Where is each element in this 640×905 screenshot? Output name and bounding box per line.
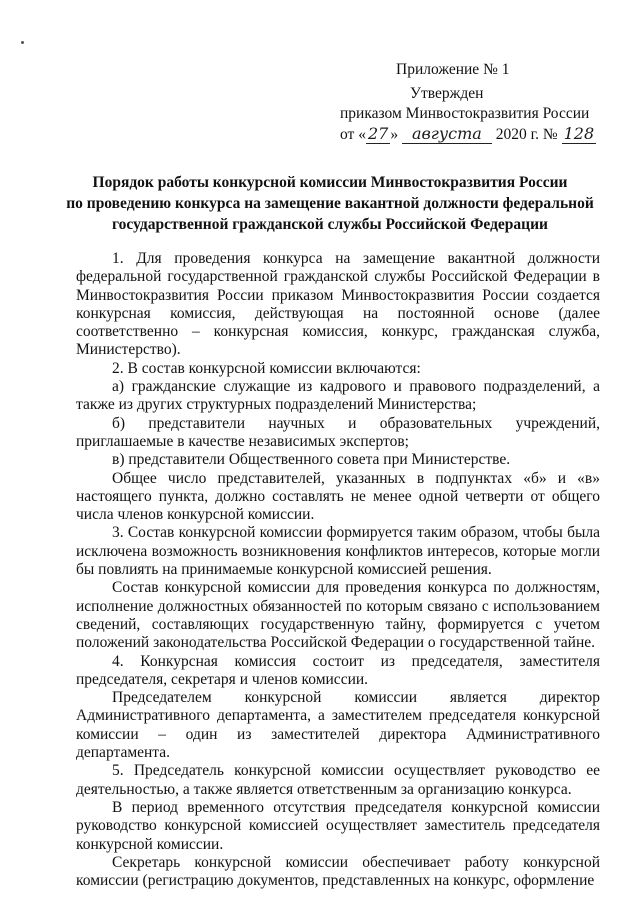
paragraph: б) представители научных и образовательных учреждений, приглашаемые в качестве независимых экспертов; — [76, 414, 600, 450]
title-line-2: по проведению конкурса на замещение вакантной должности федеральной — [66, 195, 594, 212]
paragraph: в) представители Общественного совета при Министерстве. — [112, 451, 511, 469]
paragraph: 5. Председатель конкурсной комиссии осуществляет руководство ее деятельностью, а также является ответственным за организацию конкурса. — [76, 762, 600, 798]
handwritten-order-number: 128 — [563, 124, 595, 143]
order-date-line — [340, 124, 600, 145]
paragraph: а) гражданские служащие из кадрового и правового подразделений, а также из других структурных подразделений Министерства; — [76, 378, 600, 414]
paragraph: Председателем конкурсной комиссии является директор Административного департамента, а заместителем председателя конкурсной комиссии – один из заместителей директора Административного департамента. — [76, 689, 600, 762]
handwritten-day: 27 — [367, 124, 389, 143]
document-body — [76, 250, 600, 890]
document-title — [60, 172, 600, 235]
scan-speck — [21, 41, 24, 44]
approved-label: Утвержден — [410, 85, 484, 102]
appendix-label: Приложение № 1 — [396, 61, 510, 78]
paragraph: 3. Состав конкурсной комиссии формируется таким образом, чтобы была исключена возможность возникновения конфликтов интересов, которые могли бы повлиять на принимаемые конкурсной комиссией решения. — [76, 524, 600, 579]
title-line-3: государственной гражданской службы Российской Федерации — [112, 216, 548, 233]
approval-block — [340, 60, 600, 145]
date-mid: » — [390, 126, 399, 143]
paragraph: Секретарь конкурсной комиссии обеспечивает работу конкурсной комиссии (регистрацию документов, представленных на конкурс, оформление — [76, 853, 600, 890]
title-line-1: Порядок работы конкурсной комиссии Минвостокразвития России — [92, 174, 568, 191]
order-line: приказом Минвостокразвития России — [340, 105, 590, 122]
paragraph: Общее число представителей, указанных в подпунктах «б» и «в» настоящего пункта, должно составлять не менее одной четверти от общего числа членов конкурсной комиссии. — [76, 469, 600, 524]
date-prefix: от « — [340, 126, 366, 143]
paragraph: 4. Конкурсная комиссия состоит из председателя, заместителя председателя, секретаря и членов комиссии. — [76, 652, 600, 688]
paragraph: Состав конкурсной комиссии для проведения конкурса по должностям, исполнение должностных обязанностей по которым связано с использованием сведений, составляющих государственную тайну, формируется с учетом положений законодательства Российской Федерации о государственной тайне. — [76, 579, 600, 652]
paragraph: 1. Для проведения конкурса на замещение вакантной должности федеральной государственной гражданской службы Российской Федерации в Минвостокразвития России приказом Минвостокразвития России создается конкурсная комиссия, действующая на постоянной основе (далее соответственно – конкурсная комиссия, конкурс, гражданская служба, Министерство). — [76, 250, 600, 359]
paragraph: В период временного отсутствия председателя конкурсной комиссии руководство конкурсной комиссией осуществляет заместитель председателя конкурсной комиссии. — [76, 798, 600, 853]
paragraph: 2. В состав конкурсной комиссии включаются: — [112, 359, 421, 377]
year-suffix: 2020 г. № — [495, 126, 558, 143]
handwritten-month: августа — [402, 124, 492, 144]
